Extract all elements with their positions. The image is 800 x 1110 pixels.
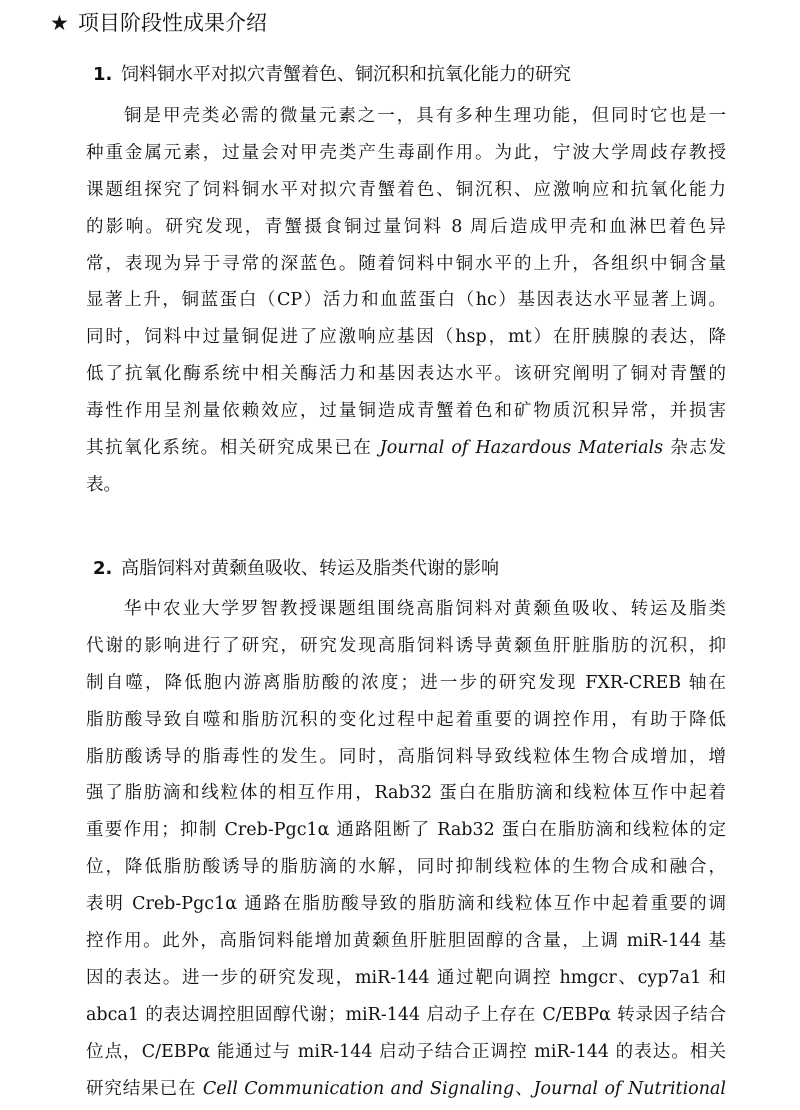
body-line: 毒性作用呈剂量依赖效应，过量铜造成青蟹着色和矿物质沉积异常，并损害 (86, 401, 726, 422)
body-line: 重要作用；抑制 Creb-Pgc1α 通路阻断了 Rab32 蛋白在脂肪滴和线粒体的定 (86, 820, 726, 841)
body-line: 的影响。研究发现，青蟹摄食铜过量饲料 8 周后造成甲壳和血淋巴着色异 (86, 216, 726, 237)
body-line: 控作用。此外，高脂饲料能增加黄颡鱼肝脏胆固醇的含量，上调 miR-144 基 (86, 931, 726, 952)
body-line: 显著上升，铜蓝蛋白（CP）活力和血蓝蛋白（hc）基因表达水平显著上调。 (86, 290, 726, 311)
body-line: 制自噬，降低胞内游离脂肪酸的浓度；进一步的研究发现 FXR-CREB 轴在 (86, 672, 726, 693)
body-line-journal (86, 430, 726, 467)
body-line: 同时，饲料中过量铜促进了应激响应基因（hsp，mt）在肝胰腺的表达，降 (86, 327, 726, 348)
body-line: 因的表达。进一步的研究发现，miR-144 通过靶向调控 hmgcr、cyp7a1 和 (86, 967, 726, 988)
journal-name: Journal of Nutritional (533, 1078, 727, 1099)
page-title-text: 项目阶段性成果介绍 (78, 11, 267, 35)
body-line: 常，表现为异于寻常的深蓝色。随着饲料中铜水平的上升，各组织中铜含量 (86, 253, 726, 274)
section-1-body (86, 98, 726, 504)
body-line: 表。 (86, 474, 121, 495)
body-line: 脂肪酸导致自噬和脂肪沉积的变化过程中起着重要的调控作用，有助于降低 (86, 709, 726, 730)
section-1-title: 饲料铜水平对拟穴青蟹着色、铜沉积和抗氧化能力的研究 (121, 64, 571, 85)
body-line: 课题组探究了饲料铜水平对拟穴青蟹着色、铜沉积、应激响应和抗氧化能力 (86, 179, 726, 200)
journal-name: Journal of Hazardous Materials (379, 438, 664, 459)
body-text: 杂志发 (670, 438, 726, 459)
section-1-number: 1. (93, 64, 113, 85)
section-2-heading (93, 556, 499, 582)
body-line-journal (86, 1071, 726, 1108)
body-line: 位点，C/EBPα 能通过与 miR-144 启动子结合正调控 miR-144 的表达。相关 (86, 1041, 726, 1062)
body-line: 种重金属元素，过量会对甲壳类产生毒副作用。为此，宁波大学周歧存教授 (86, 142, 726, 163)
section-2-body (86, 591, 726, 1107)
section-2-number: 2. (93, 558, 113, 579)
body-line: 脂肪酸诱导的脂毒性的发生。同时，高脂饲料导致线粒体生物合成增加，增 (86, 746, 726, 767)
body-line: 铜是甲壳类必需的微量元素之一，具有多种生理功能，但同时它也是一 (124, 106, 726, 126)
body-text: 、 (514, 1078, 534, 1099)
section-2-title: 高脂饲料对黄颡鱼吸收、转运及脂类代谢的影响 (121, 558, 499, 579)
section-1-heading (93, 62, 571, 88)
body-line: 代谢的影响进行了研究，研究发现高脂饲料诱导黄颡鱼肝脏脂肪的沉积，抑 (86, 635, 726, 656)
body-line: 强了脂肪滴和线粒体的相互作用，Rab32 蛋白在脂肪滴和线粒体互作中起着 (86, 783, 726, 804)
page-title (50, 8, 267, 38)
star-icon: ★ (50, 11, 69, 35)
body-text: 研究结果已在 (86, 1078, 197, 1099)
journal-name: Cell Communication and Signaling (202, 1078, 515, 1099)
body-text: 其抗氧化系统。相关研究成果已在 (86, 438, 373, 459)
body-line: 低了抗氧化酶系统中相关酶活力和基因表达水平。该研究阐明了铜对青蟹的 (86, 364, 726, 385)
body-line: 表明 Creb-Pgc1α 通路在脂肪酸导致的脂肪滴和线粒体互作中起着重要的调 (86, 894, 726, 915)
body-line: 位，降低脂肪酸诱导的脂肪滴的水解，同时抑制线粒体的生物合成和融合， (86, 857, 726, 878)
body-line: abca1 的表达调控胆固醇代谢；miR-144 启动子上存在 C/EBPα 转录因子结合 (86, 1004, 726, 1025)
body-line: 华中农业大学罗智教授课题组围绕高脂饲料对黄颡鱼吸收、转运及脂类 (124, 599, 726, 619)
